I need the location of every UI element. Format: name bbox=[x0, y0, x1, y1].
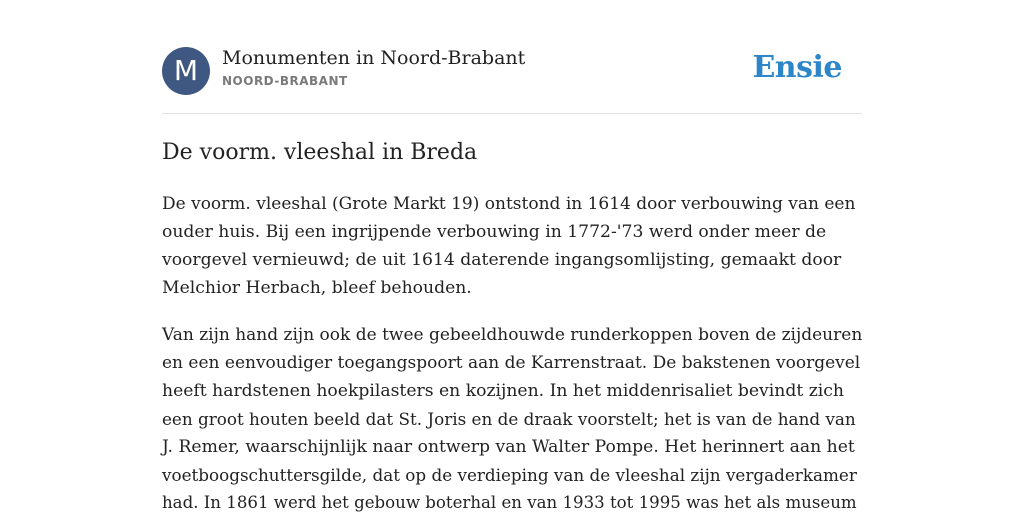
paragraph-line: een groot houten beeld dat St. Joris en de draak voorstelt; het is van de hand van bbox=[162, 409, 856, 429]
paragraph-line: had. In 1861 werd het gebouw boterhal en van 1933 tot 1995 was het als museum bbox=[162, 493, 857, 512]
header-divider bbox=[162, 113, 862, 114]
paragraph-2 bbox=[162, 321, 862, 512]
paragraph-line: J. Remer, waarschijnlijk naar ontwerp van Walter Pompe. Het herinnert aan het bbox=[162, 437, 855, 457]
paragraph-line: Melchior Herbach, bleef behouden. bbox=[162, 278, 472, 298]
paragraph-line: ouder huis. Bij een ingrijpende verbouwing in 1772-'73 werd onder meer de bbox=[162, 222, 827, 242]
paragraph-line: voorgevel vernieuwd; de uit 1614 daterende ingangsomlijsting, gemaakt door bbox=[162, 250, 842, 270]
site-header bbox=[162, 46, 862, 96]
paragraph-1 bbox=[162, 190, 862, 302]
brand-logo[interactable]: Ensie bbox=[752, 50, 842, 85]
paragraph-line: De voorm. vleeshal (Grote Markt 19) ontstond in 1614 door verbouwing van een bbox=[162, 194, 856, 214]
article-title: De voorm. vleeshal in Breda bbox=[162, 140, 478, 165]
avatar[interactable]: M bbox=[162, 47, 210, 95]
site-title[interactable]: Monumenten in Noord-Brabant bbox=[222, 47, 526, 69]
paragraph-line: Van zijn hand zijn ook de twee gebeeldhouwde runderkoppen boven de zijdeuren bbox=[162, 325, 863, 345]
paragraph-line: voetboogschuttersgilde, dat op de verdieping van de vleeshal zijn vergaderkamer bbox=[162, 465, 857, 485]
paragraph-line: heeft hardstenen hoekpilasters en kozijnen. In het middenrisaliet bevindt zich bbox=[162, 381, 844, 401]
paragraph-line: en een eenvoudiger toegangspoort aan de Karrenstraat. De bakstenen voorgevel bbox=[162, 353, 861, 373]
article-body bbox=[162, 190, 862, 512]
site-subtitle[interactable]: NOORD-BRABANT bbox=[222, 74, 348, 88]
